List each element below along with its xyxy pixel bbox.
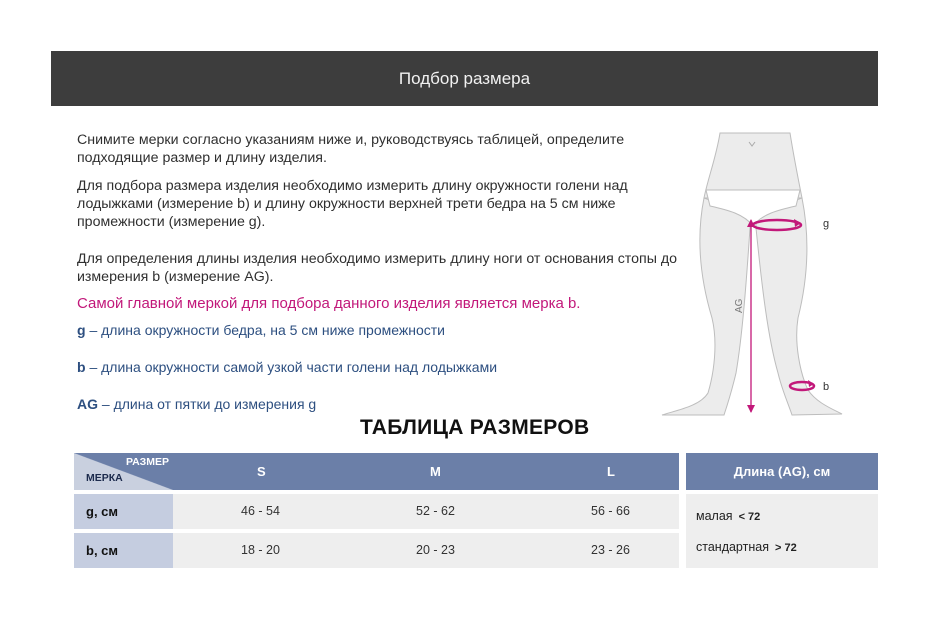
- table-row-g: [173, 494, 679, 529]
- size-header-s: S: [257, 464, 266, 479]
- size-table-title: ТАБЛИЦА РАЗМЕРОВ: [360, 416, 590, 439]
- cell-b-m: 20 - 23: [416, 543, 455, 557]
- corner-measure-label: МЕРКА: [86, 472, 123, 484]
- legend-key: AG: [77, 396, 98, 412]
- page-header: [51, 51, 878, 106]
- cell-g-m: 52 - 62: [416, 504, 455, 518]
- page-title: Подбор размера: [398, 68, 531, 88]
- cell-b-l: 23 - 26: [591, 543, 630, 557]
- table-row-b: [173, 533, 679, 568]
- length-row-standard: [696, 540, 797, 554]
- table-corner-header: [74, 453, 173, 490]
- legend-key: b: [77, 359, 86, 375]
- length-value: > 72: [774, 542, 797, 554]
- legend-text: – длина окружности бедра, на 5 см ниже промежности: [85, 322, 445, 338]
- legend-key: g: [77, 322, 86, 338]
- size-header-m: M: [430, 464, 441, 479]
- leg-measurement-illustration: [650, 128, 860, 428]
- size-header-row: [173, 453, 679, 490]
- g-label: g: [823, 218, 830, 230]
- length-header: Длина (AG), см: [686, 453, 878, 490]
- cell-b-s: 18 - 20: [241, 543, 280, 557]
- length-row-small: [696, 509, 760, 523]
- size-header-l: L: [607, 464, 615, 479]
- length-name: малая: [696, 509, 733, 523]
- corner-size-label: РАЗМЕР: [126, 456, 169, 468]
- legend-item-b: [77, 359, 497, 375]
- key-measurement-note: Самой главной меркой для подбора данного изделия является мерка b.: [77, 295, 581, 312]
- intro-paragraph-1: Снимите мерки согласно указаниям ниже и, руководствуясь таблицей, определите подходящие размер и длину изделия.: [77, 132, 625, 166]
- row-label-b: b, см: [74, 533, 173, 568]
- legend-text: – длина окружности самой узкой части голени над лодыжками: [85, 359, 498, 375]
- length-name: стандартная: [696, 540, 769, 554]
- intro-paragraph-2: Для подбора размера изделия необходимо измерить длину окружности голени над лодыжками (измерение b) и длину окружности верхней трети бедра на 5 см ниже промежности (измерение g).: [77, 178, 628, 230]
- b-label: b: [823, 381, 830, 393]
- intro-paragraph-3: Для определения длины изделия необходимо измерить длину ноги от основания стопы до измерения b (измерение AG).: [77, 251, 678, 285]
- ag-label: AG: [734, 298, 745, 313]
- cell-g-s: 46 - 54: [241, 504, 280, 518]
- cell-g-l: 56 - 66: [591, 504, 630, 518]
- length-value: < 72: [738, 511, 761, 523]
- row-label-g: g, см: [74, 494, 173, 529]
- legend-text: – длина от пятки до измерения g: [98, 396, 317, 412]
- length-table-body: [686, 494, 878, 568]
- legend-item-g: [77, 322, 445, 338]
- legend-item-ag: [77, 396, 316, 412]
